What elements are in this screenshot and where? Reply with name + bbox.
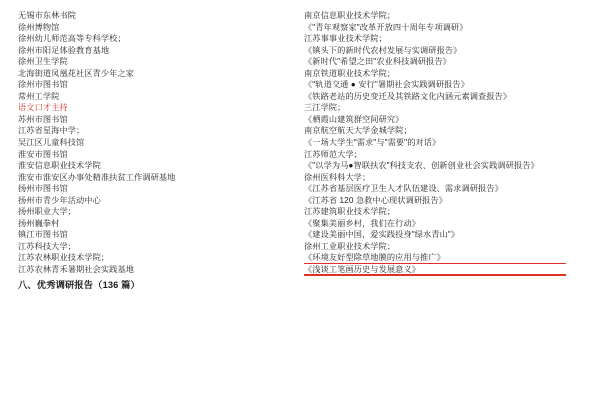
document-line: 《江苏省基层医疗卫生人才队伍建设、需求调研报告》 (304, 184, 503, 194)
document-line: 《镇头下的新时代农村发展与实调研报告》 (304, 45, 462, 55)
document-line: 无锡市东林书院 (18, 11, 77, 20)
document-line: 淮安市淮安区办事处精准扶贫工作调研基地 (18, 172, 176, 182)
document-line: 江苏农林青禾暑期社会实践基地 (18, 265, 135, 275)
document-line: 《一场大学生"需求"与"需要"的对话》 (304, 138, 441, 148)
document-line: 南京信息职业技术学院； (304, 11, 396, 20)
document-line: 《铁路老站的历史变迁及其铁路文化内涵元素调查报告》 (304, 91, 512, 101)
document-line: 《建设美丽中国，爱实践投身"绿水青山"》 (304, 230, 460, 240)
document-line: 扬州市图书馆 (18, 184, 68, 194)
document-line: 南京航空航天大学金城学院； (304, 126, 412, 136)
document-line: 苏州市图书馆 (18, 114, 68, 124)
document-line: 江苏科技大学； (18, 241, 77, 251)
document-line: 《浅谈工笔画历史与发展意义》 (304, 264, 572, 276)
document-line: 《栖霞山建筑群空间研究》 (304, 114, 404, 124)
document-line: 徐州博物馆 (18, 22, 60, 32)
document-line: 淮安信息职业技术学院 (18, 161, 101, 171)
document-line: 江苏农林职业技术学院； (18, 253, 110, 263)
document-line: 淮安市图书馆 (18, 149, 68, 159)
section-heading: 八、优秀调研报告（136 篇） (18, 279, 140, 290)
document-line: 扬州职业大学； (18, 207, 77, 217)
document-line: 《"青年观察家"改革开放四十周年专项调研》 (304, 22, 468, 32)
document-line: 《环境友好型除草地膜的应用与推广》 (304, 252, 572, 264)
document-line: 三江学院； (304, 103, 346, 113)
document-line: 徐州市图书馆 (18, 80, 68, 90)
document-line: 《聚集美丽乡村，我们在行动》 (304, 218, 421, 228)
document-line: 江苏建筑职业技术学院； (304, 207, 396, 217)
right-column (304, 10, 572, 392)
document-line: 江苏省星海中学； (18, 126, 85, 136)
document-line: 徐州市阳足体验教育基地 (18, 45, 110, 55)
document-line: 《"以学为马●智联扶农"科技支农、创新创业社会实践调研报告》 (304, 161, 539, 171)
document-line: 徐州工业职业技术学院； (304, 241, 396, 251)
document-line: 南京铁道职业技术学院； (304, 68, 396, 78)
document-line: 江苏师范大学； (304, 149, 363, 159)
document-line: 北海街道凤凰花社区青少年之家 (18, 68, 135, 78)
document-line: 《"轨道交通 ● 安行"暑期社会实践调研报告》 (304, 80, 469, 90)
left-column (18, 10, 286, 392)
document-line: 扬州市青少年活动中心 (18, 195, 101, 205)
document-line: 常州工学院 (18, 91, 60, 101)
document-line: 徐州幼儿师范高等专科学校； (18, 34, 126, 44)
document-line: 镇江市图书馆 (18, 230, 68, 240)
document-line: 《新时代"希望之田"农业科技调研报告》 (304, 57, 451, 67)
document-line: 语文口才主持 (18, 103, 68, 113)
document-line: 吴江区儿童科技馆 (18, 138, 85, 148)
document-line: 徐州医科科大学； (304, 172, 371, 182)
document-line: 江苏事事业技术学院； (304, 34, 387, 44)
document-line: 扬州巍拳村 (18, 218, 60, 228)
document-line: 《江苏省 120 急救中心现状调研报告》 (304, 195, 448, 205)
document-line: 徐州卫生学院 (18, 57, 68, 67)
